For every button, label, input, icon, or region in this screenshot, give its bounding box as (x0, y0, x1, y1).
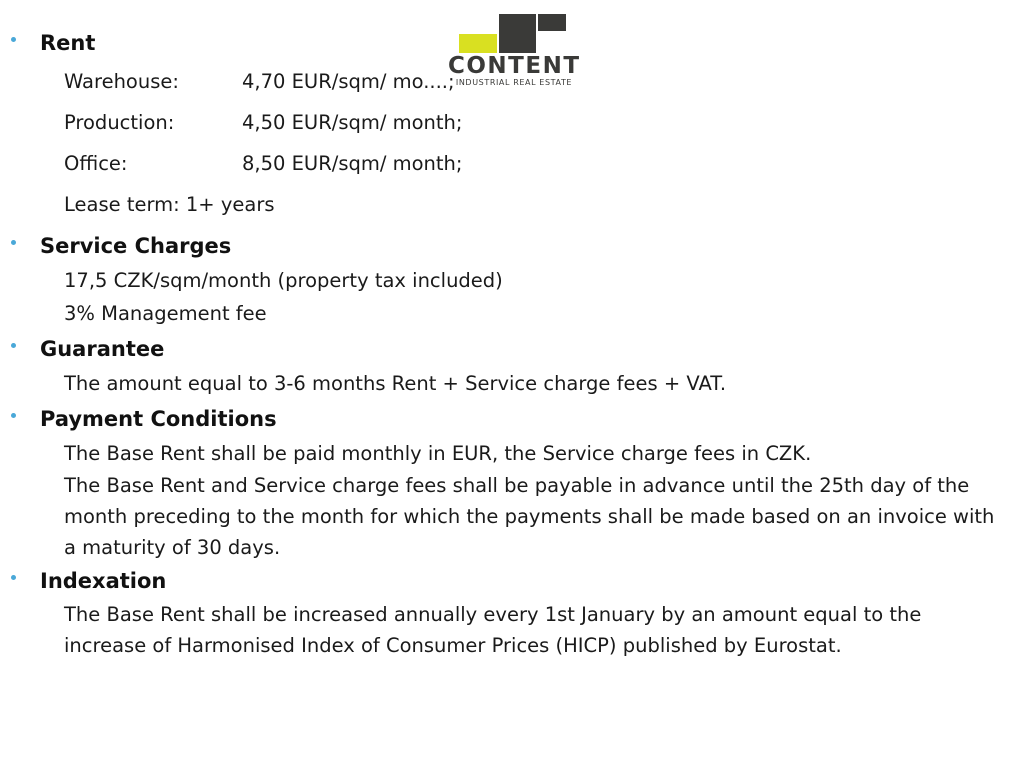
section-heading: Rent (40, 31, 96, 55)
section-heading: Service Charges (40, 234, 232, 258)
section-heading: Indexation (40, 569, 167, 593)
section-service-charges (0, 231, 1024, 330)
bullet-dot-icon (11, 575, 16, 580)
section-indexation (0, 566, 1024, 661)
logo-tagline: INDUSTRIAL REAL ESTATE (455, 78, 573, 87)
section-body (40, 599, 1024, 661)
list-item: 17,5 CZK/sqm/month (property tax included) (64, 269, 503, 292)
section-body (40, 367, 1024, 400)
section-rent (0, 28, 1024, 225)
list-item (64, 61, 1024, 102)
logo-wordmark: CONTENT (448, 53, 581, 79)
section-payment-conditions (0, 404, 1024, 563)
row-value: 4,50 EUR/sqm/ month; (242, 111, 463, 134)
section-body (40, 264, 1024, 330)
list-item: The Base Rent and Service charge fees shall be payable in advance until the 25th day of the month preceding to the month for which the payments shall be made based on an invoice with a maturity of 30 days. (64, 474, 995, 559)
row-label: Production: (64, 111, 175, 134)
list-item: The Base Rent shall be increased annually every 1st January by an amount equal to the increase of Harmonised Index of Consumer Prices (HICP) published by Eurostat. (64, 603, 922, 657)
row-label: Warehouse: (64, 70, 179, 93)
bullet-dot-icon (11, 343, 16, 348)
section-heading: Guarantee (40, 337, 165, 361)
list-item: The amount equal to 3-6 months Rent + Service charge fees + VAT. (64, 372, 727, 395)
list-item: 3% Management fee (64, 302, 267, 325)
section-guarantee (0, 334, 1024, 400)
row-label: Office: (64, 152, 128, 175)
bullet-dot-icon (11, 240, 16, 245)
list-item (64, 102, 1024, 143)
section-heading: Payment Conditions (40, 407, 277, 431)
list-item: Lease term: 1+ years (64, 193, 275, 216)
list-item: The Base Rent shall be paid monthly in EUR, the Service charge fees in CZK. (64, 442, 812, 465)
bullet-dot-icon (11, 413, 16, 418)
row-value: 8,50 EUR/sqm/ month; (242, 152, 463, 175)
section-body (40, 437, 1024, 563)
slide-content (0, 28, 1024, 661)
bullet-dot-icon (11, 37, 16, 42)
section-body (40, 61, 1024, 225)
list-item (64, 143, 1024, 184)
row-value: 4,70 EUR/sqm/ mo....; (242, 70, 455, 93)
